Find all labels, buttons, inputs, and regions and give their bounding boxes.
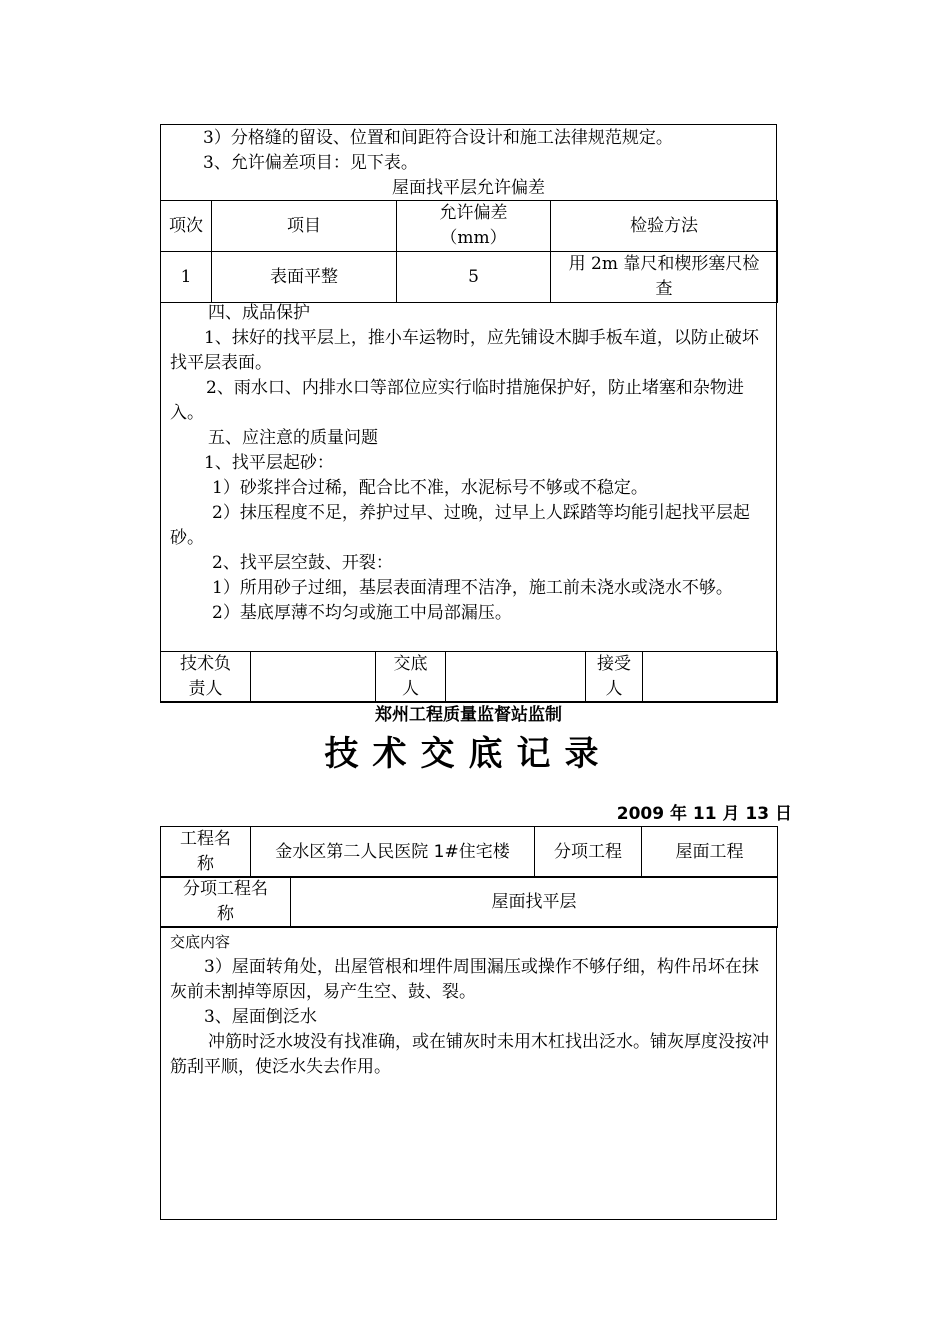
handover-label-line1: 交底	[393, 654, 428, 674]
paragraph: 2）基底厚薄不均匀或施工中局部漏压。	[212, 603, 512, 623]
table-header-row	[161, 201, 778, 252]
paragraph: 2、雨水口、内排水口等部位应实行临时措施保护好，防止堵塞和杂物进入。	[170, 378, 744, 423]
form-row-1	[160, 826, 778, 878]
tech-lead-label-line2: 责人	[188, 679, 223, 699]
content-text	[170, 955, 770, 1080]
row-method-line2: 查	[655, 279, 673, 299]
receiver-signature-field[interactable]	[643, 652, 778, 703]
header-deviation	[397, 201, 551, 252]
receiver-label	[586, 652, 643, 703]
paragraph: 1）砂浆拌合过稀，配合比不准，水泥标号不够或不稳定。	[212, 478, 648, 498]
receiver-label-line1: 接受	[597, 654, 631, 674]
intro-line-1: 3）分格缝的留设、位置和间距符合设计和施工法律规范规定。	[203, 128, 673, 148]
row-deviation: 5	[397, 252, 551, 303]
header-index: 项次	[161, 201, 212, 252]
signature-table	[160, 651, 778, 703]
table-title: 屋面找平层允许偏差	[392, 178, 545, 198]
intro-line-2: 3、允许偏差项目：见下表。	[203, 153, 418, 173]
project-name-label-line2: 称	[197, 854, 214, 874]
paragraph: 1）所用砂子过细，基层表面清理不洁净，施工前未浇水或浇水不够。	[212, 578, 733, 598]
tech-lead-label	[161, 652, 251, 703]
content-paragraph: 冲筋时泛水坡没有找准确，或在铺灰时未用木杠找出泛水。铺灰厚度没按冲筋刮平顺，使泛水失去作用。	[170, 1032, 769, 1077]
paragraph: 1、抹好的找平层上，推小车运物时，应先铺设木脚手板车道，以防止破坏找平层表面。	[170, 328, 759, 373]
handover-label	[376, 652, 446, 703]
header-deviation-line1: 允许偏差	[439, 203, 508, 223]
project-name-label	[161, 827, 251, 878]
project-name-label-line1: 工程名	[180, 829, 231, 849]
paragraph: 2、找平层空鼓、开裂：	[212, 553, 393, 573]
tech-lead-label-line1: 技术负	[180, 654, 231, 674]
content-box	[160, 926, 777, 1220]
subname-label	[161, 877, 291, 928]
supervisor-line: 郑州工程质量监督站监制	[375, 705, 562, 725]
page-title: 技术交底记录	[324, 734, 613, 774]
continuation-section	[160, 124, 777, 702]
paragraph: 2）抹压程度不足，养护过早、过晚，过早上人踩踏等均能引起找平层起砂。	[170, 503, 750, 548]
table-row	[161, 252, 778, 303]
header-deviation-line2: （mm）	[440, 228, 507, 248]
header-method: 检验方法	[551, 201, 778, 252]
row-method-line1: 用 2m 靠尺和楔形塞尺检	[568, 254, 760, 274]
tech-lead-signature-field[interactable]	[251, 652, 376, 703]
row-method	[551, 252, 778, 303]
handover-signature-field[interactable]	[446, 652, 586, 703]
handover-form	[160, 826, 777, 1220]
subname-label-line2: 称	[217, 904, 234, 924]
form-row-2	[160, 876, 778, 928]
handover-label-line2: 人	[402, 679, 419, 699]
header-item: 项目	[212, 201, 397, 252]
subname-value: 屋面找平层	[291, 877, 778, 928]
paragraph: 四、成品保护	[208, 303, 310, 323]
content-paragraph: 3）屋面转角处，出屋管根和埋件周围漏压或操作不够仔细，构件吊坏在抹灰前未割掉等原因，易产生空、鼓、裂。	[170, 957, 759, 1002]
subitem-label: 分项工程	[535, 827, 642, 878]
subitem-value: 屋面工程	[642, 827, 778, 878]
paragraph: 五、应注意的质量问题	[208, 428, 378, 448]
subname-label-line1: 分项工程名	[183, 879, 268, 899]
paragraph: 1、找平层起砂：	[204, 453, 334, 473]
receiver-label-line2: 人	[605, 679, 623, 699]
row-item: 表面平整	[212, 252, 397, 303]
protection-and-quality-text	[170, 301, 770, 626]
date: 2009 年 11 月 13 日	[616, 804, 792, 824]
project-name-value: 金水区第二人民医院 1#住宅楼	[251, 827, 535, 878]
deviation-table	[160, 200, 778, 303]
content-label: 交底内容	[170, 933, 231, 951]
content-paragraph: 3、屋面倒泛水	[204, 1007, 317, 1027]
row-index: 1	[161, 252, 212, 303]
